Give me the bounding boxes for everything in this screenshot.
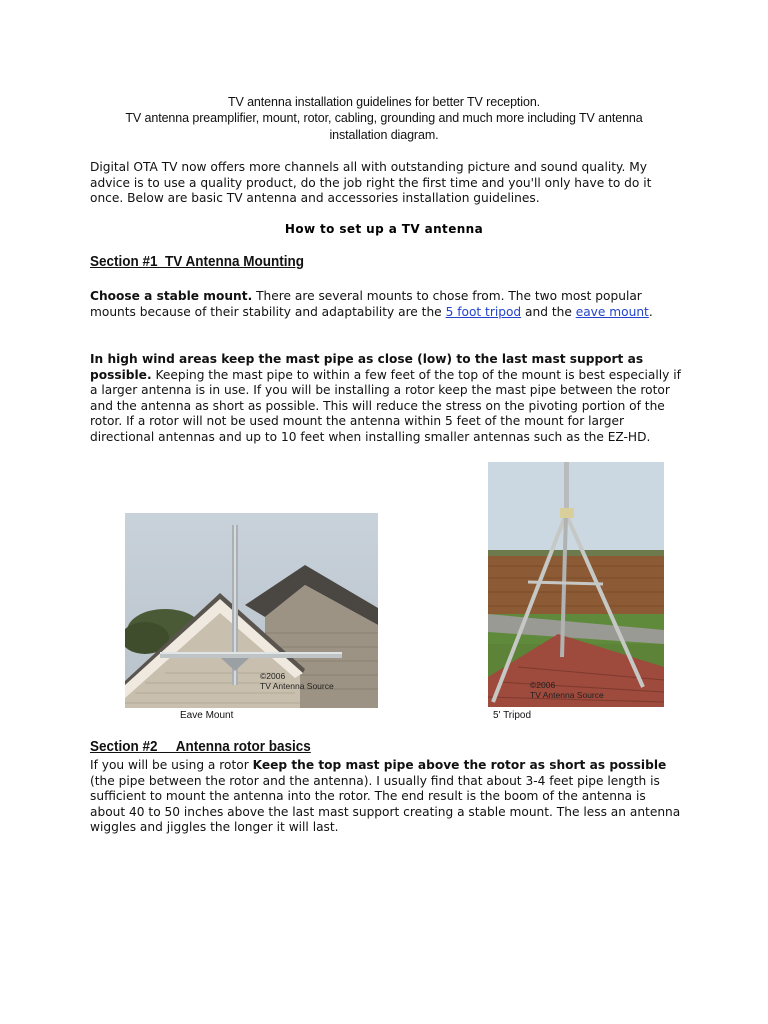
eave-mount-link[interactable]: eave mount	[575, 304, 649, 319]
s2-text: (the pipe between the rotor and the antenna). I usually find that about 3-4 feet pipe length is sufficient to mount the antenna into the rotor. The end result is the boom of the antenna is about 40 to 50 inches above the last mast support creating a stable mount. The less an antenna wiggles and jiggles the longer it will last.	[90, 773, 681, 835]
eave-mount-photo	[125, 513, 378, 708]
p1-text: There are several mounts to chose from. The two most popular mounts because of their stability and adaptability are the	[90, 289, 642, 319]
section1-paragraph1	[90, 289, 682, 320]
p1-mid: and the	[521, 304, 576, 319]
s2-start: If you will be using a rotor	[90, 758, 253, 772]
high-wind-bold: In high wind areas keep the mast pipe as close (low) to the last mast support as possible.	[90, 352, 644, 382]
section2-title: Section #2 Antenna rotor basics	[90, 738, 311, 755]
intro-paragraph: Digital OTA TV now offers more channels all with outstanding picture and sound quality. My advice is to use a quality product, do the job right the first time and you'll only have to do it once. Below are basic TV antenna and accessories installation guidelines.	[90, 160, 652, 206]
doc-subtitle-cont: installation diagram.	[329, 128, 439, 142]
tripod-photo	[488, 462, 664, 707]
section1-paragraph2	[90, 352, 682, 446]
p1-end: .	[648, 304, 653, 319]
doc-subtitle: TV antenna preamplifier, mount, rotor, cabling, grounding and much more including TV antenna	[125, 111, 643, 125]
section1-title: Section #1 TV Antenna Mounting	[90, 253, 305, 270]
section2-paragraph	[90, 758, 682, 836]
tripod-image	[488, 462, 664, 707]
eave-mount-image	[125, 513, 378, 708]
s2-bold: Keep the top mast pipe above the rotor as short as possible	[252, 758, 667, 772]
eave-photo-watermark: ©2006 TV Antenna Source	[260, 671, 334, 691]
doc-title: TV antenna installation guidelines for better TV reception.	[227, 95, 541, 109]
tripod-link[interactable]: 5 foot tripod	[445, 304, 522, 319]
tripod-caption: 5' Tripod	[493, 710, 532, 721]
stable-mount-bold: Choose a stable mount.	[90, 289, 253, 303]
eave-mount-caption: Eave Mount	[180, 710, 234, 721]
p2-text: Keeping the mast pipe to within a few feet of the top of the mount is best especially if a larger antenna is in use. If you will be installing a rotor keep the mast pipe between the rotor and the antenna as short as possible. This will reduce the stress on the pivoting portion of the rotor. If a rotor will not be used mount the antenna within 5 feet of the mount for larger directional antennas and up to 10 feet when installing smaller antennas such as the EZ-HD.	[90, 367, 681, 444]
tripod-photo-watermark: ©2006 TV Antenna Source	[530, 680, 604, 700]
howto-heading: How to set up a TV antenna	[284, 222, 484, 236]
